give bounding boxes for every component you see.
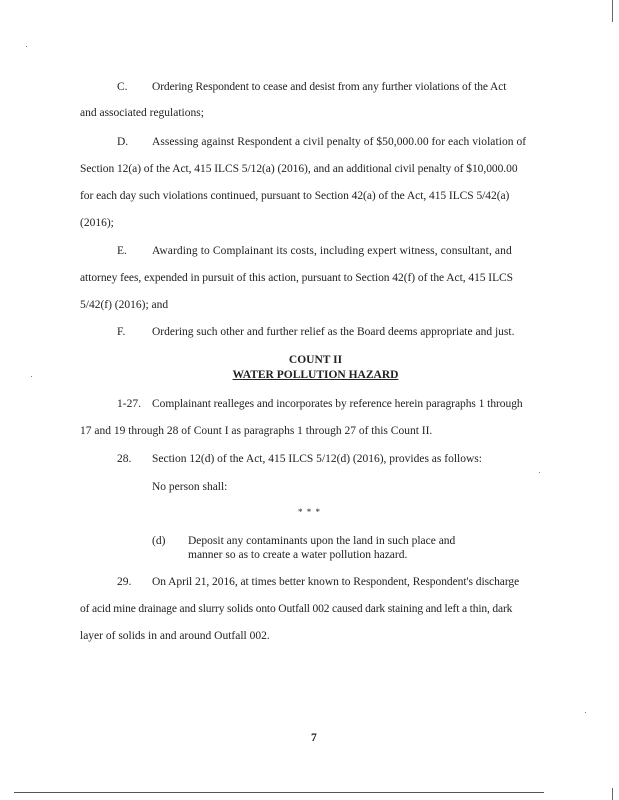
para-e-line: 5/42(f) (2016); and (80, 299, 169, 311)
para-f-line: Ordering such other and further relief as the Board deems appropriate and just. (152, 326, 515, 338)
para-c-label: C. (117, 81, 128, 93)
para-29-line: of acid mine drainage and slurry solids onto Outfall 002 caused dark staining and left a thin, dark (80, 603, 513, 615)
scan-speck (539, 472, 540, 473)
quote-intro: No person shall: (152, 481, 228, 493)
count-subtitle: WATER POLLUTION HAZARD (232, 369, 399, 381)
para-29-label: 29. (117, 576, 132, 588)
para-f-label: F. (117, 326, 126, 338)
para-c-line: and associated regulations; (80, 107, 204, 119)
para-1-27-line: Complainant realleges and incorporates by reference herein paragraphs 1 through (152, 398, 523, 410)
para-1-27-label: 1-27. (117, 398, 141, 410)
para-e-line: attorney fees, expended in pursuit of this action, pursuant to Section 42(f) of the Act, 415 ILCS (80, 272, 514, 284)
para-28-line: Section 12(d) of the Act, 415 ILCS 5/12(d) (2016), provides as follows: (152, 453, 482, 465)
para-c-line: Ordering Respondent to cease and desist from any further violations of the Act (152, 81, 507, 93)
para-28-label: 28. (117, 453, 132, 465)
scan-edge-bottom (14, 792, 544, 793)
para-d-line: Section 12(a) of the Act, 415 ILCS 5/12(a) (2016), and an additional civil penalty of $10,000.00 (80, 163, 518, 175)
para-29-line: On April 21, 2016, at times better known to Respondent, Respondent's discharge (152, 576, 520, 588)
para-e-line: Awarding to Complainant its costs, including expert witness, consultant, and (152, 245, 512, 257)
quote-sub-label: (d) (152, 535, 166, 547)
page-number: 7 (311, 732, 317, 744)
para-d-line: for each day such violations continued, pursuant to Section 42(a) of the Act, 415 ILCS 5/42(a) (80, 190, 510, 202)
quote-sub-line: Deposit any contaminants upon the land in such place and (188, 535, 456, 547)
scan-edge-right-lower (612, 788, 613, 800)
para-1-27-line: 17 and 19 through 28 of Count I as paragraphs 1 through 27 of this Count II. (80, 425, 433, 437)
para-e-label: E. (117, 245, 127, 257)
scan-edge-right (612, 0, 613, 22)
quote-asterisks: * * * (298, 507, 321, 517)
count-title: COUNT II (288, 354, 343, 366)
para-d-line: Assessing against Respondent a civil penalty of $50,000.00 for each violation of (152, 136, 527, 148)
scan-speck (585, 712, 586, 713)
para-d-line: (2016); (80, 217, 114, 229)
scan-speck (26, 46, 27, 47)
quote-sub-line: manner so as to create a water pollution hazard. (188, 549, 408, 561)
para-d-label: D. (117, 136, 129, 148)
para-29-line: layer of solids in and around Outfall 002. (80, 630, 270, 642)
